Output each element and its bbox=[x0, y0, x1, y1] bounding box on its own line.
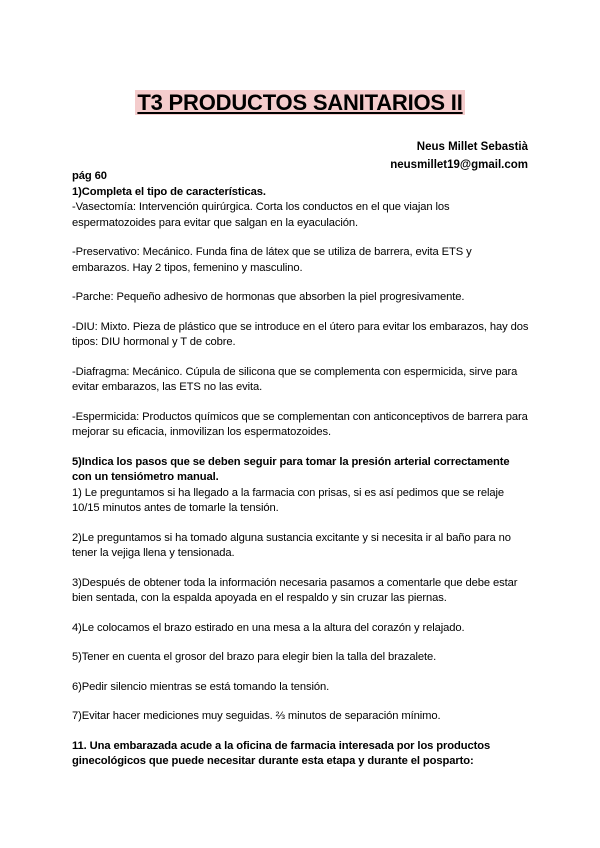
q1-item-diu: -DIU: Mixto. Pieza de plástico que se introduce en el útero para evitar los embarazos, hay dos tipos: DIU hormonal y T de cobre. bbox=[72, 320, 529, 348]
q5-step: 7)Evitar hacer mediciones muy seguidas. ⅔ minutos de separación mínimo. bbox=[72, 710, 441, 722]
q5-step: 3)Después de obtener toda la información necesaria pasamos a comentarle que debe estar bien sentada, con la espalda apoyada en el respaldo y sin cruzar las piernas. bbox=[72, 576, 518, 604]
author-email: neusmillet19@gmail.com bbox=[390, 159, 528, 171]
q1-item-diafragma: -Diafragma: Mecánico. Cúpula de silicona que se complementa con espermicida, sirve para evitar embarazos, las ETS no las evita. bbox=[72, 365, 518, 393]
q1-item-preservativo: -Preservativo: Mecánico. Funda fina de látex que se utiliza de barrera, evita ETS y embarazos. Hay 2 tipos, femenino y masculino. bbox=[72, 246, 472, 274]
q5-step: 2)Le preguntamos si ha tomado alguna sustancia excitante y si necesita ir al baño para no tener la vejiga llena y tensionada. bbox=[72, 531, 511, 559]
author-name: Neus Millet Sebastià bbox=[416, 141, 528, 153]
title-text: T3 PRODUCTOS SANITARIOS II bbox=[137, 90, 463, 115]
q5-step: 4)Le colocamos el brazo estirado en una mesa a la altura del corazón y relajado. bbox=[72, 621, 465, 634]
page-reference: pág 60 bbox=[72, 170, 107, 182]
question-5-heading: 5)Indica los pasos que se deben seguir para tomar la presión arterial correctamente con un tensiómetro manual. bbox=[72, 455, 510, 483]
q1-item-espermicida: -Espermicida: Productos químicos que se complementan con anticonceptivos de barrera para mejorar su eficacia, inmovilizan los espermatozoides. bbox=[72, 410, 528, 438]
q1-item-parche: -Parche: Pequeño adhesivo de hormonas que absorben la piel progresivamente. bbox=[72, 291, 465, 303]
q1-item-vasectomia: -Vasectomía: Intervención quirúrgica. Corta los conductos en el que viajan los espermatozoides para evitar que salgan en la eyaculación. bbox=[72, 201, 450, 229]
q5-step: 6)Pedir silencio mientras se está tomando la tensión. bbox=[72, 680, 330, 693]
q5-step: 5)Tener en cuenta el grosor del brazo para elegir bien la talla del brazalete. bbox=[72, 651, 437, 663]
q5-step: 1) Le preguntamos si ha llegado a la farmacia con prisas, si es así pedimos que se relaje 10/15 minutos antes de tomarle la tensión. bbox=[72, 486, 505, 514]
document-body bbox=[72, 169, 532, 770]
question-1-heading: 1)Completa el tipo de características. bbox=[72, 185, 266, 198]
document-title bbox=[0, 90, 600, 116]
question-11-heading: 11. Una embarazada acude a la oficina de farmacia interesada por los productos ginecológicos que puede necesitar durante esta etapa y durante el posparto: bbox=[72, 739, 491, 767]
